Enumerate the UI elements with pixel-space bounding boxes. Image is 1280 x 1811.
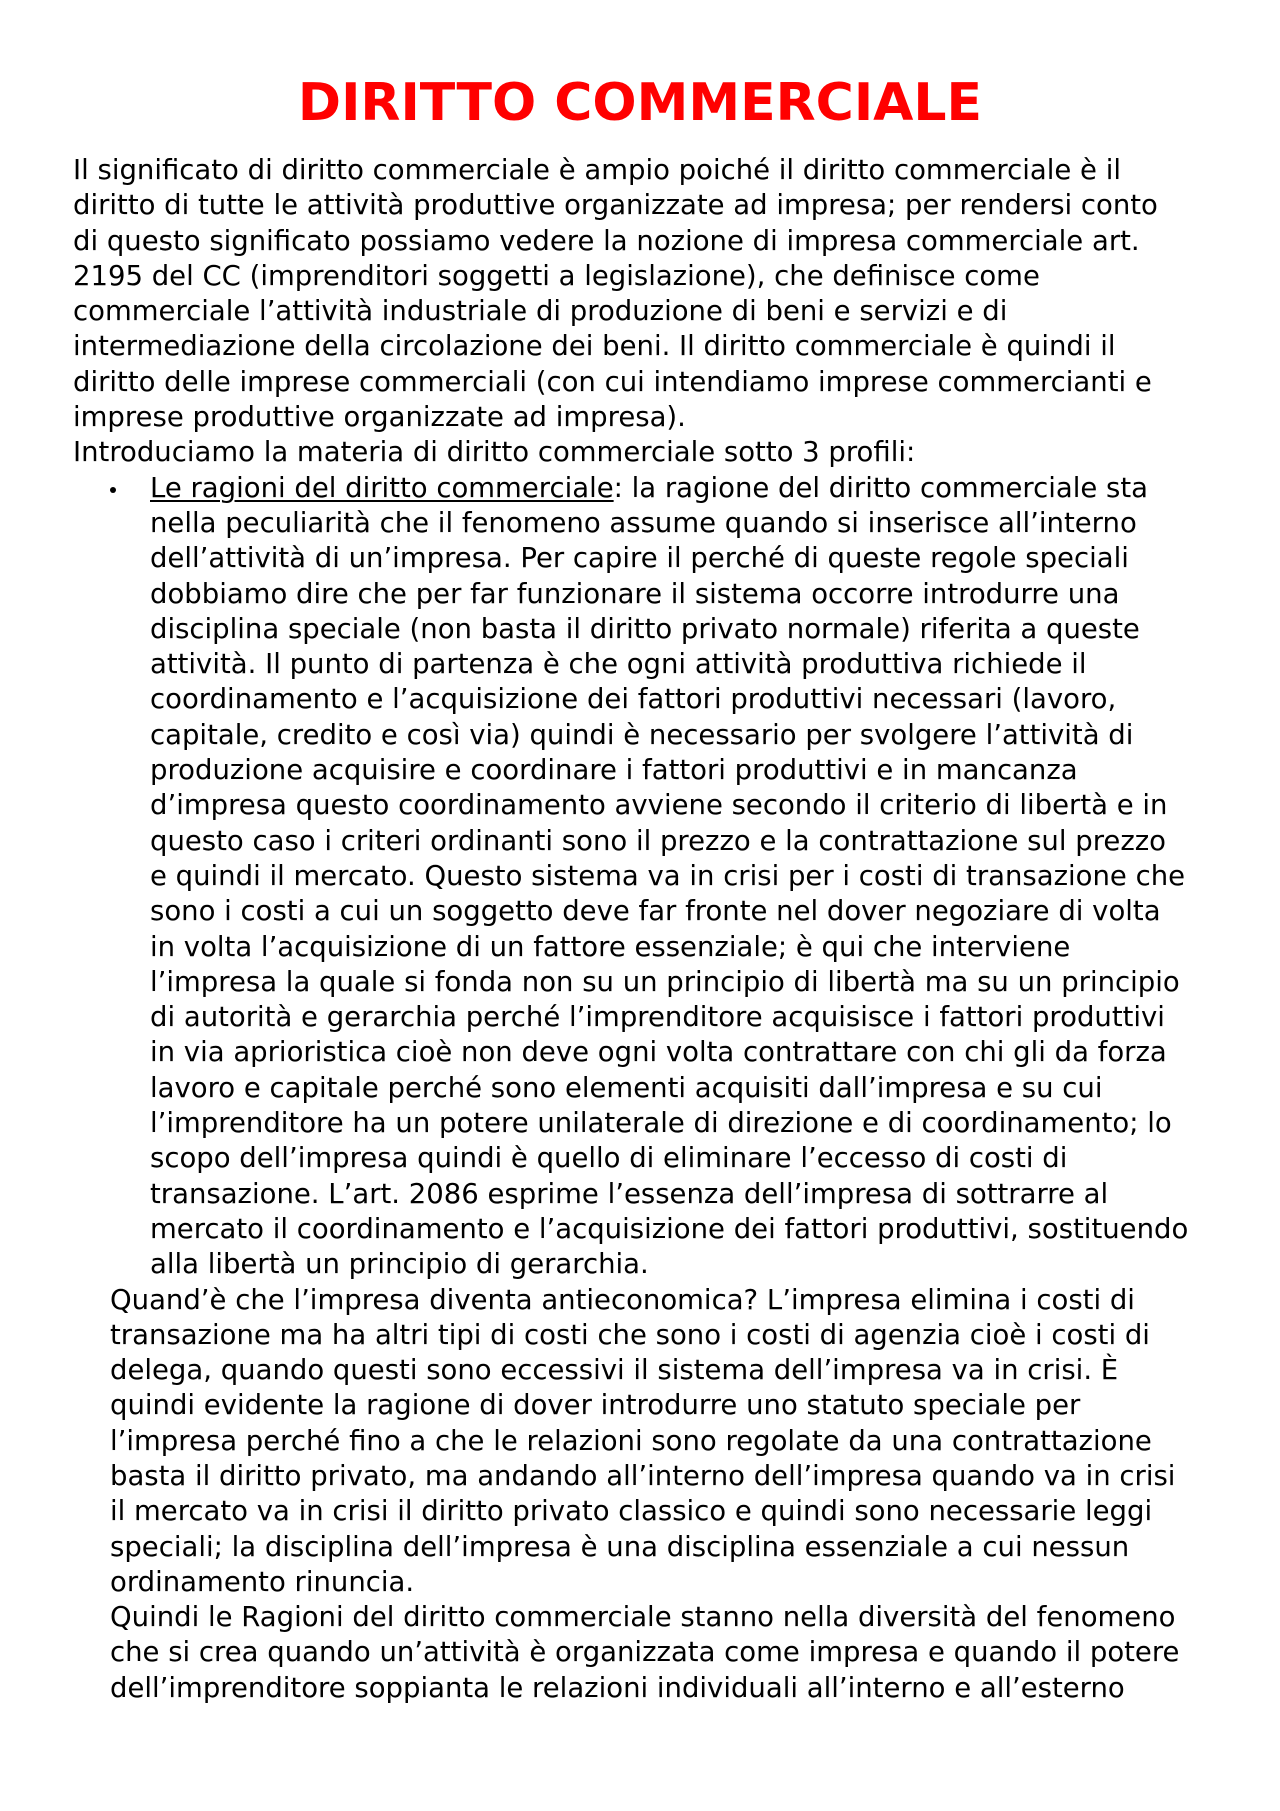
bullet-dot-icon xyxy=(110,487,116,493)
document-title: DIRITTO COMMERCIALE xyxy=(297,73,983,133)
paragraph-line: basta il diritto privato, ma andando all’interno dell’impresa quando va in crisi xyxy=(110,1459,1176,1492)
document-body xyxy=(0,153,1280,1706)
paragraph-conclusione xyxy=(0,1600,1280,1706)
bullet-item-ragioni xyxy=(0,471,1280,1283)
bullet-line: l’imprenditore ha un potere unilaterale di direzione e di coordinamento; lo xyxy=(150,1107,1172,1140)
paragraph-line: quindi evidente la ragione di dover introdurre uno statuto speciale per xyxy=(110,1389,1081,1422)
bullet-line: dell’attività di un’impresa. Per capire il perché di queste regole speciali xyxy=(150,542,1129,575)
intro-paragraph-line: diritto delle imprese commerciali (con cui intendiamo imprese commercianti e xyxy=(73,365,1152,398)
bullet-line: alla libertà un principio di gerarchia. xyxy=(150,1248,649,1281)
bullet-line: capitale, credito e così via) quindi è necessario per svolgere l’attività di xyxy=(150,718,1134,751)
bullet-line: coordinamento e l’acquisizione dei fattori produttivi necessari (lavoro, xyxy=(150,683,1117,716)
bullet-line: d’impresa questo coordinamento avviene secondo il criterio di libertà e in xyxy=(150,789,1168,822)
profiles-intro-line: Introduciamo la materia di diritto commerciale sotto 3 profili: xyxy=(73,436,916,469)
bullet-line: dobbiamo dire che per far funzionare il sistema occorre introdurre una xyxy=(150,577,1120,610)
bullet-line: e quindi il mercato. Questo sistema va in crisi per i costi di transazione che xyxy=(150,859,1186,892)
intro-paragraph-line: Il significato di diritto commerciale è ampio poiché il diritto commerciale è il xyxy=(73,154,1121,186)
paragraph-antieconomica xyxy=(0,1283,1280,1601)
intro-paragraph-line: commerciale l’attività industriale di produzione di beni e servizi e di xyxy=(73,295,1008,328)
bullet-line: sono i costi a cui un soggetto deve far fronte nel dover negoziare di volta xyxy=(150,895,1161,928)
paragraph-line: Quand’è che l’impresa diventa antieconomica? L’impresa elimina i costi di xyxy=(110,1283,1135,1316)
intro-paragraph xyxy=(0,153,1280,471)
bullet-line: questo caso i criteri ordinanti sono il prezzo e la contrattazione sul prezzo xyxy=(150,824,1167,857)
paragraph-line: speciali; la disciplina dell’impresa è una disciplina essenziale a cui nessun xyxy=(110,1530,1130,1563)
paragraph-line: dell’imprenditore soppianta le relazioni individuali all’interno e all’esterno xyxy=(110,1671,1125,1704)
paragraph-line: Quindi le Ragioni del diritto commerciale stanno nella diversità del fenomeno xyxy=(110,1601,1176,1634)
bullet-heading: Le ragioni del diritto commerciale xyxy=(150,471,614,504)
intro-paragraph-line: di questo significato possiamo vedere la nozione di impresa commerciale art. xyxy=(73,224,1140,257)
paragraph-line: delega, quando questi sono eccessivi il sistema dell’impresa va in crisi. È xyxy=(110,1354,1119,1387)
bullet-line: mercato il coordinamento e l’acquisizione dei fattori produttivi, sostituendo xyxy=(150,1212,1189,1245)
paragraph-line: transazione ma ha altri tipi di costi che sono i costi di agenzia cioè i costi di xyxy=(110,1318,1150,1351)
bullet-heading-suffix: : la ragione del diritto commerciale sta xyxy=(613,471,1148,504)
bullet-line: in volta l’acquisizione di un fattore essenziale; è qui che interviene xyxy=(150,930,1071,963)
bullet-line: attività. Il punto di partenza è che ogni attività produttiva richiede il xyxy=(150,648,1087,681)
intro-paragraph-line: imprese produttive organizzate ad impresa). xyxy=(73,401,686,434)
intro-paragraph-line: diritto di tutte le attività produttive organizzate ad impresa; per rendersi conto xyxy=(73,189,1158,222)
bullet-line: disciplina speciale (non basta il diritto privato normale) riferita a queste xyxy=(150,612,1140,645)
bullet-line: lavoro e capitale perché sono elementi acquisiti dall’impresa e su cui xyxy=(150,1071,1103,1104)
bullet-first-line xyxy=(150,471,1280,506)
paragraph-line: ordinamento rinuncia. xyxy=(110,1565,415,1598)
intro-paragraph-line: intermediazione della circolazione dei beni. Il diritto commerciale è quindi il xyxy=(73,330,1116,363)
bullet-line: l’impresa la quale si fonda non su un principio di libertà ma su un principio xyxy=(150,965,1180,998)
bullet-line: transazione. L’art. 2086 esprime l’essenza dell’impresa di sottrarre al xyxy=(150,1177,1109,1210)
profiles-bullet-list xyxy=(0,471,1280,1283)
paragraph-line: l’impresa perché fino a che le relazioni sono regolate da una contrattazione xyxy=(110,1424,1152,1457)
paragraph-line: che si crea quando un’attività è organizzata come impresa e quando il potere xyxy=(110,1636,1180,1669)
bullet-line: scopo dell’impresa quindi è quello di eliminare l’eccesso di costi di xyxy=(150,1142,1068,1175)
intro-paragraph-line: 2195 del CC (imprenditori soggetti a legislazione), che definisce come xyxy=(73,259,1040,292)
bullet-line: produzione acquisire e coordinare i fattori produttivi e in mancanza xyxy=(150,754,1078,787)
bullet-line: in via aprioristica cioè non deve ogni volta contrattare con chi gli da forza xyxy=(150,1036,1167,1069)
bullet-line: di autorità e gerarchia perché l’imprenditore acquisisce i fattori produttivi xyxy=(150,1001,1165,1034)
bullet-line: nella peculiarità che il fenomeno assume quando si inserisce all’interno xyxy=(150,506,1137,539)
paragraph-line: il mercato va in crisi il diritto privato classico e quindi sono necessarie leggi xyxy=(110,1495,1153,1528)
